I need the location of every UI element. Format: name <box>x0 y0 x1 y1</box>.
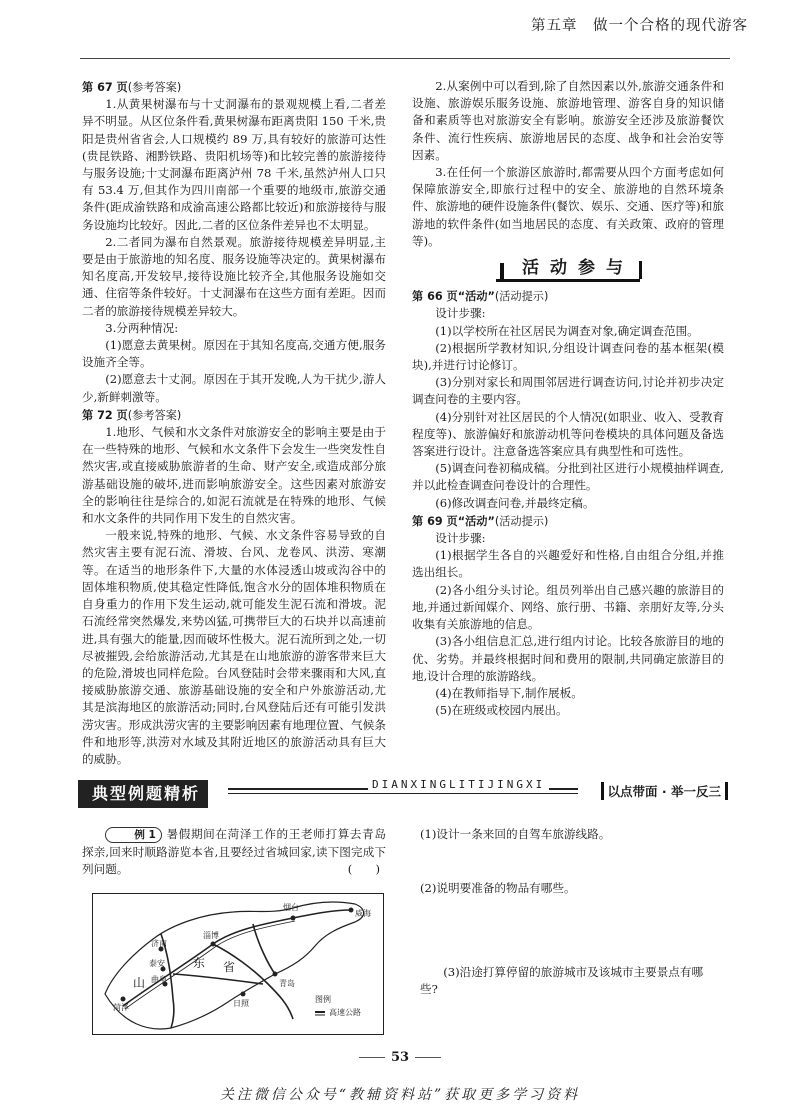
answer-paragraph: (4)在教师指导下,制作展板。 <box>435 685 583 700</box>
answer-paragraph: (3)各小组信息汇总,进行组内讨论。比较各旅游目的地的优、劣势。并最终根据时间和费用的限制,共同确定旅游目的地,设计合理的旅游路线。 <box>412 634 724 683</box>
city-dot <box>211 942 216 947</box>
city-dot <box>273 972 278 977</box>
header-rule <box>80 58 730 59</box>
banner-title: 典型例题精析 <box>78 780 208 808</box>
page-number-row <box>0 1050 800 1065</box>
answer-heading-ref: 第 67 页 <box>82 81 128 94</box>
answer-paragraph: 一般来说,特殊的地形、气候、水文条件容易导致的自然灾害主要有泥石流、滑坡、台风、龙卷风、洪涝、寒潮等。在适当的地形条件下,大量的水体浸透山坡或沟谷中的固体堆积物质,使其稳定性降低,饱含水分的固体堆积物质在自身重力的作用下发生运动,就可能发生泥石流和滑坡。泥石流经常突然爆发,来势凶猛,可携带巨大的石块并以高速前进,具有强大的能量,因而破坏性极大。泥石流所到之处,一切尽被摧毁,会给旅游活动,尤其是在山地旅游的游客带来巨大的危险,滑坡也同样危险。台风登陆时会带来骤雨和大风,直接威胁旅游交通、旅游基础设施的安全和户外旅游活动,尤其是滨海地区的旅游活动;同时,台风登陆后还有可能引发洪涝灾害。形成洪涝灾害的主要影响因素有地理位置、气候条件和地形等,洪涝对水域及其附近地区的旅游活动具有巨大的威胁。 <box>82 528 386 766</box>
example-text: 暑假期间在菏泽工作的王老师打算去青岛探亲,回来时顺路游览本省,且要经过省城回家,读下图完成下列问题。 <box>82 827 386 876</box>
page-number: 53 <box>390 1050 410 1065</box>
shandong-map <box>92 893 384 1035</box>
example-question <box>82 826 386 879</box>
right-column <box>412 78 724 719</box>
answer-paragraph: 1.地形、气候和水文条件对旅游安全的影响主要是由于在一些特殊的地形、气候和水文条件下会发生一些突发性自然灾害,或直接威胁旅游者的生命、财产安全,或造成部分旅游基础设施的破坏,进而影响旅游安全。这些因素对旅游安全的影响往往是综合的,如泥石流就是在特殊的地形、气候和水文条件的共同作用下发生的自然灾害。 <box>82 425 386 526</box>
answer-paren: ( ) <box>347 862 380 876</box>
answer-paragraph: (2)根据所学教材知识,分组设计调查问卷的基本框架(模块),并进行讨论修订。 <box>412 340 724 373</box>
chapter-header: 第五章 做一个合格的现代游客 <box>531 18 748 34</box>
question-3: (3)沿途打算停留的旅游城市及该城市主要景点有哪些? <box>420 965 704 996</box>
answer-heading <box>82 407 386 424</box>
map-legend-title: 图例 <box>315 995 331 1004</box>
answer-paragraph: (1)根据学生各自的兴趣爱好和性格,自由组合分组,并推选出组长。 <box>412 548 724 580</box>
city-dot <box>349 908 354 913</box>
map-label-taian: 泰安 <box>149 959 165 968</box>
answer-heading-note: (参考答案) <box>127 81 182 94</box>
highway-line <box>253 924 275 974</box>
answer-paragraph: (4)分别针对社区居民的个人情况(如职业、收入、受教育程度等)、旅游偏好和旅游动机等问卷模块的具体问题及备选答案进行设计。注意备选答案应具有典型性和可选性。 <box>412 409 724 459</box>
banner-pinyin: DIANXINGLITIJINGXI <box>368 778 549 791</box>
map-label-qingdao: 青岛 <box>279 979 295 988</box>
map-label-heze: 菏泽 <box>113 1003 129 1012</box>
answer-heading <box>412 288 724 305</box>
highway-line <box>173 974 263 984</box>
answer-paragraph: 1.从黄果树瀑布与十丈洞瀑布的景观规模上看,二者差异不明显。从区位条件看,黄果树瀑布距离贵阳 150 千米,贵阳是贵州省省会,人口规模约 89 万,具有较好的旅游可达性(贵昆铁路、湘黔铁路、贵阳机场等)和比较完善的旅游接待与服务设施;十丈洞瀑布距离泸州 78 千米,虽然泸州人口只有 53.4 万,但其作为四川南部一个重要的地级市,旅游交通条件(距成渝铁路和成渝高速公路都比较近)和旅游接待与服务设施均比较好。因此,二者的区位条件差异也不太明显。 <box>82 97 386 232</box>
answer-paragraph: (2)各小组分头讨论。组员列举出自己感兴趣的旅游目的地,并通过新闻媒介、网络、旅行册、书籍、亲朋好友等,分头收集有关旅游地的信息。 <box>412 582 724 632</box>
footer-note: 关注微信公众号“教辅资料站”获取更多学习资料 <box>219 1087 581 1103</box>
answer-paragraph: 设计步骤: <box>435 531 486 546</box>
map-label-shan: 山 <box>133 976 146 990</box>
map-label-dong: 东 <box>193 956 206 970</box>
map-label-weihai: 威海 <box>355 909 371 918</box>
banner-rule <box>228 793 578 794</box>
answer-heading-ref: 第 66 页“活动” <box>412 290 495 304</box>
answer-paragraph: (1)以学校所在社区居民为调查对象,确定调查范围。 <box>435 323 699 338</box>
question-1: (1)设计一条来回的自驾车旅游线路。 <box>420 827 611 841</box>
answer-heading-note: (参考答案) <box>127 408 182 422</box>
banner-slogan: 以点带面 · 举一反三 <box>601 782 728 800</box>
answer-heading <box>82 79 386 96</box>
city-dot <box>121 997 126 1002</box>
right-column-top <box>412 78 724 250</box>
answer-paragraph: (3)分别对家长和周围邻居进行调查访问,讨论并初步决定调查问卷的主要内容。 <box>412 375 724 407</box>
map-label-jinan: 济南 <box>151 939 167 948</box>
section-banner <box>78 780 728 812</box>
answer-paragraph: 2.二者同为瀑布自然景观。旅游接待规模差异明显,主要是由于旅游地的知名度、服务设施等决定的。黄果树瀑布知名度高,开发较早,接待设施比较齐全,其他服务设施如交通、住宿等条件较好。十丈洞瀑布在这些方面有差距。因而二者的旅游接待规模差异较大。 <box>82 234 386 318</box>
map-label-rizhao: 日照 <box>233 999 249 1008</box>
answer-heading-ref: 第 72 页 <box>82 408 128 422</box>
example-label: 例 1 <box>105 827 162 843</box>
map-label-zibo: 淄博 <box>203 931 219 940</box>
left-column <box>82 78 386 768</box>
answer-paragraph: (5)调查问卷初稿成稿。分批到社区进行小规模抽样调查,并以此检查调查问卷设计的合理性。 <box>412 461 724 493</box>
answer-paragraph: 3.在任何一个旅游区旅游时,都需要从四个方面考虑如何保障旅游安全,即旅行过程中的安全、旅游地的自然环境条件、旅游地的硬件设施条件(餐饮、娱乐、交通、医疗等)和旅游地的软件条件(如当地居民的态度、有关政策、政府的管理等)。 <box>412 165 724 248</box>
map-legend-highway: 高速公路 <box>329 1008 361 1017</box>
answer-paragraph: (1)愿意去黄果树。原因在于其知名度高,交通方便,服务设施齐全等。 <box>82 338 386 370</box>
question-2: (2)说明要准备的物品有哪些。 <box>420 881 576 895</box>
answer-paragraph: (6)修改调查问卷,并最终定稿。 <box>435 495 595 510</box>
answer-paragraph: 2.从案例中可以看到,除了自然因素以外,旅游交通条件和设施、旅游娱乐服务设施、旅游地管理、游客自身的知识储备和素质等也对旅游安全有影响。旅游安全还涉及旅游餐饮条件、流行性疾病、旅游地居民的态度、战争和社会治安等因素。 <box>412 79 724 162</box>
map-label-qufu: 曲阜 <box>151 975 167 984</box>
city-dot <box>291 916 296 921</box>
answer-paragraph: 3.分两种情况: <box>105 320 179 335</box>
answer-paragraph: 设计步骤: <box>435 306 486 321</box>
right-column-bottom <box>412 288 724 719</box>
answer-heading <box>412 513 724 530</box>
activity-section-title: 活动参与 <box>496 258 640 282</box>
map-label-yantai: 烟台 <box>283 903 299 912</box>
answer-paragraph: (5)在班级或校园内展出。 <box>435 703 568 718</box>
answer-heading-note: (活动提示) <box>494 290 549 304</box>
answer-heading-note: (活动提示) <box>494 514 549 528</box>
answer-heading-ref: 第 69 页“活动” <box>412 514 495 528</box>
city-dot <box>241 992 246 997</box>
answer-paragraph: (2)愿意去十丈洞。原因在于其开发晚,人为干扰少,游人少,新鲜刺激等。 <box>82 372 386 404</box>
map-label-sheng: 省 <box>223 960 236 974</box>
